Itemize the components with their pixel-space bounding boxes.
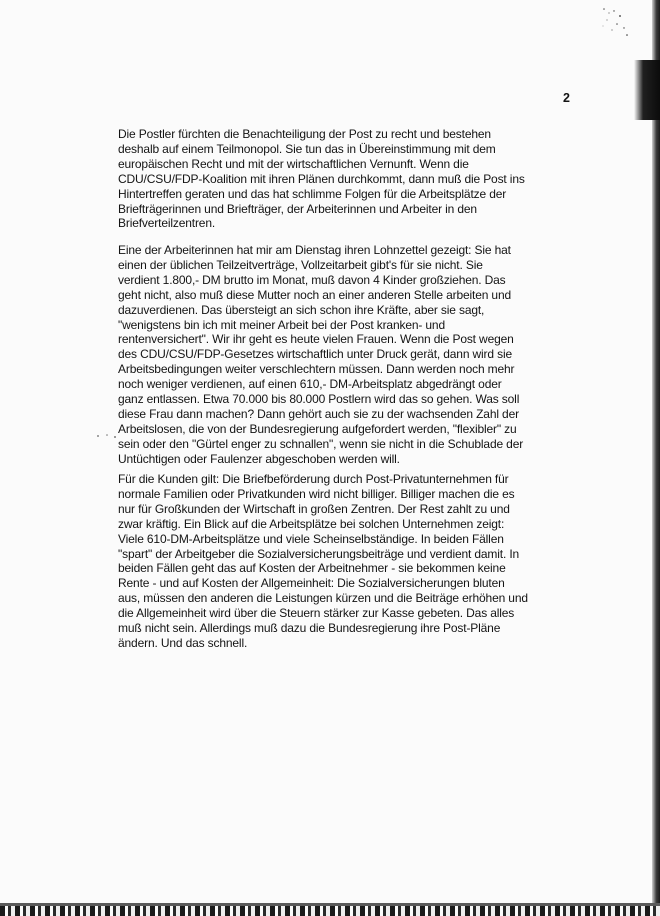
- paragraph-arbeiterinnen: Eine der Arbeiterinnen hat mir am Dienstag ihren Lohnzettel gezeigt: Sie hat einen der üblichen Teilzeitverträge, Vollzeitarbeit gibt's für sie nicht. Sie verdient 1.800,- DM brutto im Monat, muß davon 4 Kinder großziehen. Das geht nicht, also muß diese Mutter noch an einer anderen Stelle arbeiten und dazuverdienen. Das übersteigt an sich schon ihre Kräfte, aber sie sagt, "wenigstens bin ich mit meiner Arbeit bei der Post kranken- und rentenversichert". Wir ihr geht es heute vielen Frauen. Wenn die Post wegen des CDU/CSU/FDP-Gesetzes wirtschaftlich unter Druck gerät, dann wird sie Arbeitsbedingungen weiter verschlechtern müssen. Dann werden noch mehr noch weniger verdienen, auf einen 610,- DM-Arbeitsplatz abgedrängt oder ganz entlassen. Etwa 70.000 bis 80.000 Postlern wird das so gehen. Was soll diese Frau dann machen? Dann gehört auch sie zu der wachsenden Zahl der Arbeitslosen, die von der Bundesregierung aufgefordert werden, "flexibler" zu sein oder den "Gürtel enger zu schnallen", wenn sie nicht in die Schublade der Untüchtigen oder Faulenzer abgeschoben werden will.: [118, 243, 524, 466]
- page-number: 2: [563, 91, 570, 105]
- scan-margin-speckles: [95, 432, 119, 440]
- paragraph-kunden: Für die Kunden gilt: Die Briefbeförderung durch Post-Privatunternehmen für normale Familien oder Privatkunden wird nicht billiger. Billiger machen die es nur für Großkunden der Wirtschaft in großen Zentren. Der Rest zahlt zu und zwar kräftig. Ein Blick auf die Arbeitsplätze bei solchen Unternehmen zeigt: Viele 610-DM-Arbeitsplätze und viele Scheinselbständige. In beiden Fällen "spart" der Arbeitgeber die Sozialversicherungsbeiträge und verdient damit. In beiden Fällen geht das auf Kosten der Arbeitnehmer - sie bekommen keine Rente - und auf Kosten der Allgemeinheit: Die Sozialversicherungen bluten aus, müssen den anderen die Leistungen kürzen und die Beiträge erhöhen und die Allgemeinheit wird über die Steuern stärker zur Kasse gebeten. Das alles muß nicht sein. Allerdings muß dazu die Bundesregierung ihre Post-Pläne ändern. Und das schnell.: [118, 472, 528, 650]
- paragraph-postler: Die Postler fürchten die Benachteiligung der Post zu recht und bestehen deshalb auf einem Teilmonopol. Sie tun das in Übereinstimmung mit dem europäischen Recht und mit der wirtschaftlichen Vernunft. Wenn die CDU/CSU/FDP-Koalition mit ihren Plänen durchkommt, dann muß die Post ins Hintertreffen geraten und das hat schlimme Folgen für die Arbeitsplätze der Briefträgerinnen und Briefträger, der Arbeiterinnen und Arbeiter in den Briefverteilzentren.: [118, 127, 525, 231]
- scan-bottom-edge-artifact: [0, 906, 660, 916]
- scan-right-edge-shadow: [652, 0, 660, 916]
- scan-speckle-marks: [600, 6, 630, 38]
- scan-right-edge-artifact: [634, 60, 660, 120]
